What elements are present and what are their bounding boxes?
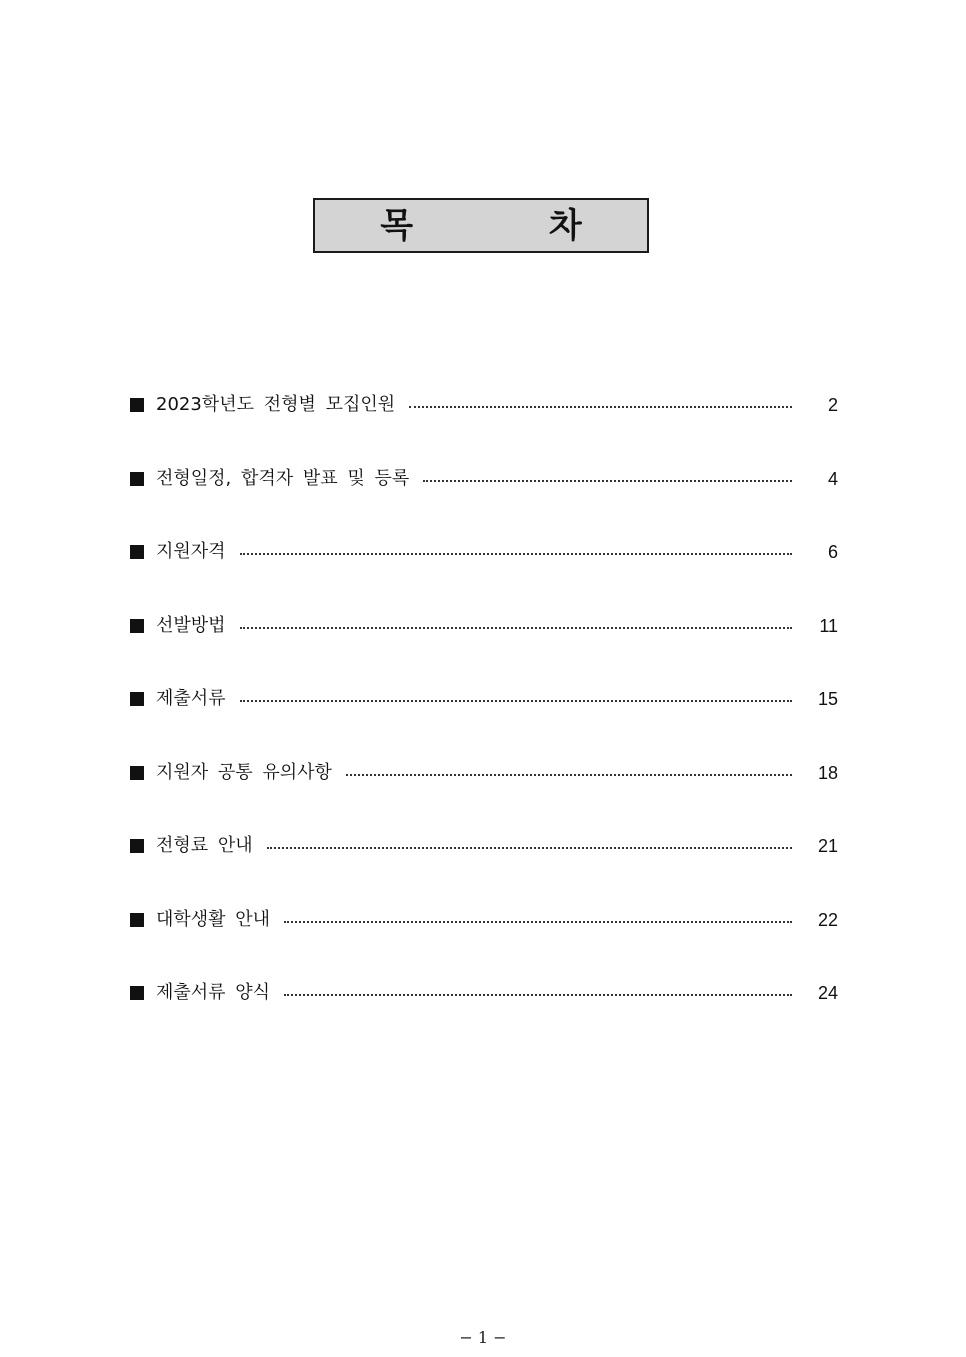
toc-title-box [313, 198, 649, 253]
black-square-icon [130, 986, 144, 1000]
toc-item-label: 선발방법 [156, 614, 226, 636]
black-square-icon [130, 913, 144, 927]
toc-item-page: 4 [827, 468, 838, 489]
toc-item-page: 22 [817, 909, 838, 930]
dotted-leader [240, 700, 792, 702]
black-square-icon [130, 545, 144, 559]
page-title: 목 차 [380, 205, 644, 246]
dotted-leader [423, 480, 792, 482]
toc-item[interactable] [130, 974, 838, 1012]
toc-item-label: 전형일정, 합격자 발표 및 등록 [156, 467, 410, 489]
toc-item-label: 대학생활 안내 [156, 908, 271, 930]
toc-item-label: 전형료 안내 [156, 835, 253, 856]
dotted-leader [346, 774, 792, 776]
toc-item[interactable] [130, 680, 838, 718]
toc-item-page: 21 [817, 836, 838, 856]
page-number: − 1 − [459, 1328, 507, 1347]
toc-item-label: 지원자격 [156, 541, 226, 562]
toc-item-page: 24 [817, 983, 838, 1003]
toc-item[interactable] [130, 827, 838, 865]
dotted-leader [240, 627, 792, 629]
black-square-icon [130, 619, 144, 633]
toc-item-page: 11 [819, 615, 838, 636]
dotted-leader [284, 921, 792, 923]
toc-item-page: 18 [817, 762, 838, 783]
toc-item[interactable] [130, 754, 838, 792]
toc-item-page: 6 [827, 542, 838, 562]
toc-item-label: 제출서류 [156, 688, 226, 709]
dotted-leader [409, 406, 792, 408]
toc-item-page: 15 [817, 689, 838, 709]
dotted-leader [284, 994, 792, 996]
table-of-contents [130, 386, 838, 1048]
toc-item[interactable] [130, 460, 838, 498]
black-square-icon [130, 766, 144, 780]
toc-item-label: 지원자 공통 유의사항 [156, 761, 332, 783]
black-square-icon [130, 398, 144, 412]
toc-item-page: 2 [827, 395, 838, 415]
toc-item[interactable] [130, 386, 838, 424]
dotted-leader [267, 847, 792, 849]
black-square-icon [130, 692, 144, 706]
toc-item[interactable] [130, 901, 838, 939]
black-square-icon [130, 472, 144, 486]
black-square-icon [130, 839, 144, 853]
toc-item-label: 2023학년도 전형별 모집인원 [156, 394, 396, 415]
toc-item[interactable] [130, 607, 838, 645]
dotted-leader [240, 553, 792, 555]
toc-item-label: 제출서류 양식 [156, 982, 271, 1003]
toc-item[interactable] [130, 533, 838, 571]
